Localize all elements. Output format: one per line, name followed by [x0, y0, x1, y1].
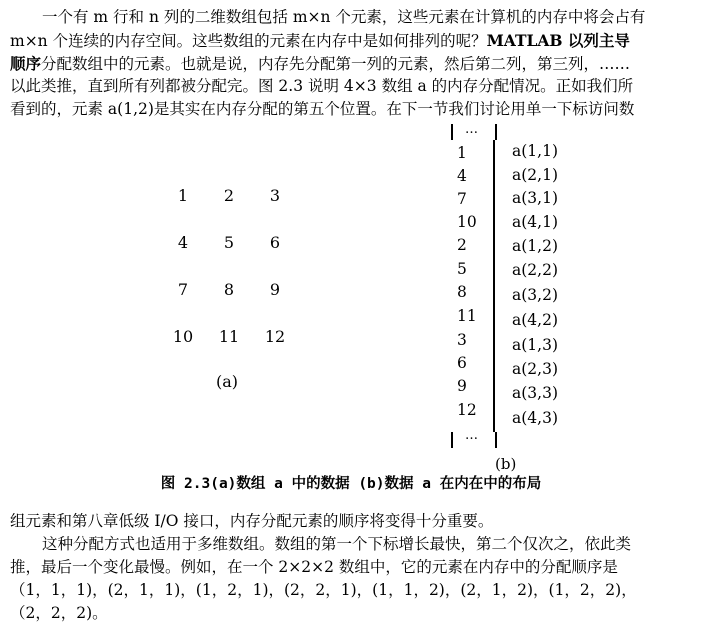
memory-right-bar-bottom — [495, 432, 497, 448]
memory-element: a(1,3) — [512, 336, 558, 354]
caption-a: (a) — [216, 372, 239, 391]
intro-line-1: 一个有 m 行和 n 列的二维数组包括 m×n 个元素，这些元素在计算机的内存中将会占有 — [42, 8, 646, 26]
intro-line-3-bold: 顺序 — [10, 54, 42, 73]
memory-index: 6 — [457, 354, 467, 372]
memory-index: 1 — [457, 144, 467, 162]
matrix-cell: 11 — [218, 327, 240, 346]
memory-element: a(2,2) — [512, 261, 558, 279]
matrix-cell: 1 — [177, 186, 189, 205]
memory-element: a(1,2) — [512, 237, 558, 255]
body-line-1: 组元素和第八章低级 I/O 接口，内存分配元素的顺序将变得十分重要。 — [10, 512, 494, 530]
memory-element: a(2,1) — [512, 166, 558, 184]
figure-caption: 图 2.3(a)数组 a 中的数据 (b)数据 a 在内在中的布局 — [160, 476, 542, 492]
memory-index: 3 — [457, 331, 467, 349]
memory-element: a(1,1) — [512, 142, 558, 160]
matrix-cell: 2 — [223, 186, 235, 205]
memory-index: 5 — [457, 260, 467, 278]
memory-divider — [493, 140, 495, 432]
intro-line-2-bold: MATLAB 以列主导 — [486, 31, 630, 50]
body-line-3: 推，最后一个变化最慢。例如，在一个 2×2×2 数组中，它的元素在内存中的分配顺序是 — [10, 558, 618, 576]
memory-index: 11 — [457, 307, 477, 325]
memory-index: 8 — [457, 283, 467, 301]
matrix-cell: 10 — [172, 327, 194, 346]
memory-element: a(4,2) — [512, 311, 558, 329]
memory-ellipsis-bottom: … — [465, 428, 479, 443]
matrix-cell: 7 — [177, 280, 189, 299]
memory-element: a(3,2) — [512, 286, 558, 304]
matrix-cell: 5 — [223, 233, 235, 252]
body-paragraph — [10, 510, 696, 625]
matrix-cell: 9 — [269, 280, 281, 299]
body-line-5: （2，2，2)。 — [10, 604, 108, 622]
caption-b: (b) — [495, 455, 517, 473]
memory-right-bar-top — [495, 124, 497, 140]
memory-index: 2 — [457, 236, 467, 254]
memory-left-bar-top — [451, 124, 453, 140]
body-line-4: （1，1，1)，(2，1，1)，(1，2，1)，(2，2，1)，(1，1，2)，(2，1，2)，(1，2，2)， — [10, 581, 637, 599]
memory-left-bar-bottom — [451, 432, 453, 448]
intro-line-2 — [10, 29, 696, 52]
body-line-2: 这种分配方式也适用于多维数组。数组的第一个下标增长最快，第二个仅次之，依此类 — [42, 535, 632, 553]
memory-index: 4 — [457, 167, 467, 185]
intro-line-5: 看到的，元素 a(1,2)是其实在内存分配的第五个位置。在下一节我们讨论用单一下标访问数 — [10, 100, 635, 118]
matrix-cell: 8 — [223, 280, 235, 299]
matrix-cell: 6 — [269, 233, 281, 252]
memory-ellipsis-top: … — [465, 122, 479, 137]
matrix-cell: 4 — [177, 233, 189, 252]
memory-element: a(3,3) — [512, 384, 558, 402]
intro-line-3 — [10, 52, 696, 75]
intro-line-2-text: m×n 个连续的内存空间。这些数组的元素在内存中是如何排列的呢？ — [10, 32, 487, 50]
matrix-cell: 3 — [269, 186, 281, 205]
intro-line-3-text: 分配数组中的元素。也就是说，内存先分配第一列的元素，然后第二列，第三列，…… — [41, 55, 631, 73]
intro-paragraph — [10, 6, 696, 121]
matrix-cell: 12 — [264, 327, 286, 346]
memory-element: a(2,3) — [512, 360, 558, 378]
memory-index: 9 — [457, 377, 467, 395]
memory-element: a(3,1) — [512, 189, 558, 207]
intro-line-4: 以此类推，直到所有列都被分配完。图 2.3 说明 4×3 数组 a 的内存分配情况。正如我们所 — [10, 77, 634, 95]
memory-index: 10 — [457, 213, 477, 231]
memory-element: a(4,1) — [512, 213, 558, 231]
memory-index: 7 — [457, 190, 467, 208]
memory-index: 12 — [457, 401, 477, 419]
memory-element: a(4,3) — [512, 409, 558, 427]
